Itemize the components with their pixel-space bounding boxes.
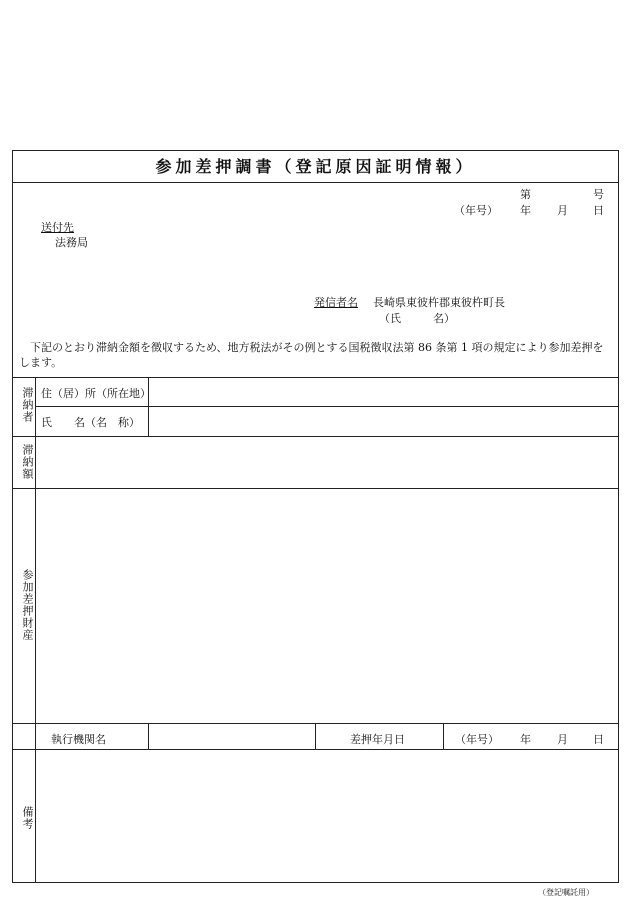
divider-title [13, 182, 618, 183]
seizure-date-label: 差押年月日 [350, 733, 405, 746]
doc-date-year: 年 [520, 204, 531, 217]
seizure-date-nengo: （年号） [455, 733, 499, 746]
divider-remarks [35, 749, 36, 882]
footer-note: （登記嘱託用） [538, 888, 594, 897]
agency-label: 執行機関名 [51, 733, 106, 746]
delinquent-section-label: 滞納者 [21, 387, 34, 423]
doc-number-dai: 第 [520, 188, 531, 201]
doc-date-month: 月 [557, 204, 568, 217]
doc-number-go: 号 [593, 188, 604, 201]
sender-label: 発信者名 [314, 296, 358, 309]
address-label: 住（居）所（所在地） [41, 387, 151, 400]
property-label: 参加差押財産 [21, 569, 34, 641]
divider-date-label-left [315, 723, 316, 749]
divider-date-label-right [443, 723, 444, 749]
divider-amount [13, 488, 618, 489]
divider-execution [13, 749, 618, 750]
name-label: 氏 名（名 称） [41, 416, 140, 429]
divider-address [35, 406, 618, 407]
recipient-label: 送付先 [41, 221, 74, 234]
document-title: 参加差押調書（登記原因証明情報） [155, 157, 476, 176]
recipient-value: 法務局 [55, 236, 88, 249]
doc-date-day: 日 [593, 204, 604, 217]
seizure-date-day: 日 [593, 733, 604, 746]
sender-shimei-open: （氏 [379, 312, 401, 325]
divider-delinquent [13, 436, 618, 437]
sender-name: 長崎県東彼杵郡東彼杵町長 [373, 296, 505, 309]
seizure-date-month: 月 [557, 733, 568, 746]
divider-agency [148, 723, 149, 749]
doc-date-nengo: （年号） [454, 204, 498, 217]
form-document [12, 150, 619, 883]
amount-label: 滞納額 [21, 444, 34, 480]
sender-shimei-close: 名） [433, 312, 455, 325]
seizure-date-year: 年 [520, 733, 531, 746]
divider-statement [13, 377, 618, 378]
statement-text: 下記のとおり滞納金額を徴収するため、地方税法がその例とする国税徴収法第 86 条第 1 項の規定により参加差押をします。 [19, 341, 604, 369]
remarks-label: 備考 [21, 806, 34, 830]
